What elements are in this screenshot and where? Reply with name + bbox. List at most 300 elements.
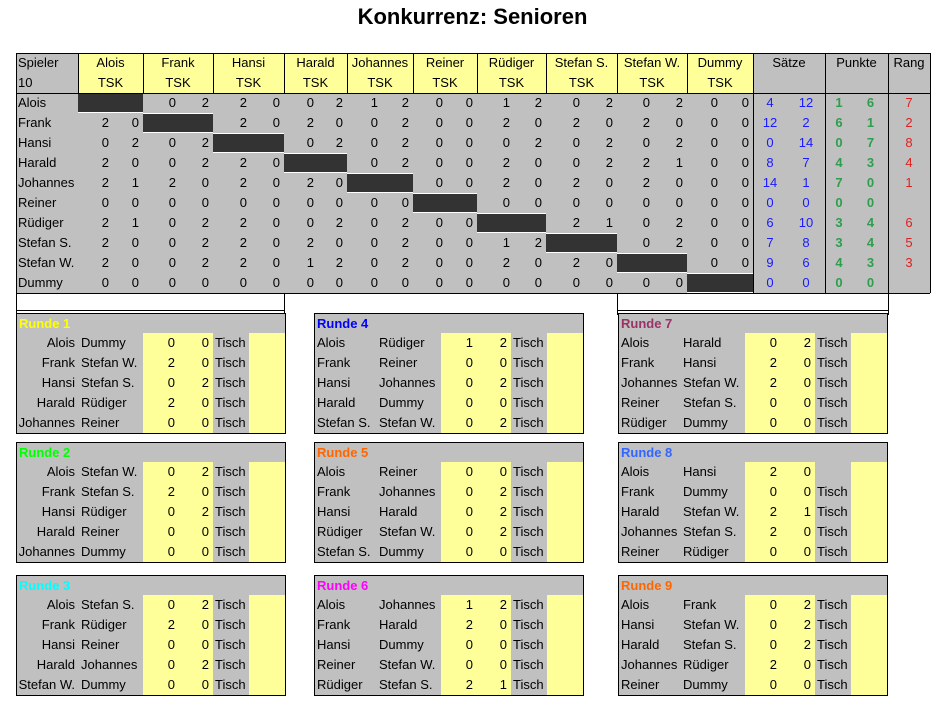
- match-score1[interactable]: 2: [745, 353, 781, 373]
- match-table-input[interactable]: [851, 655, 887, 675]
- match-player1: Johannes: [619, 522, 681, 542]
- rang-header: Rang: [893, 55, 925, 70]
- match-score1[interactable]: 0: [745, 675, 781, 695]
- match-score1[interactable]: 0: [441, 353, 477, 373]
- diagonal-block: [143, 114, 213, 132]
- saetze-won: 0: [766, 135, 774, 150]
- score-own: 2: [101, 115, 109, 130]
- header-player-name: Stefan S.: [546, 53, 617, 73]
- match-score2[interactable]: 2: [781, 333, 815, 353]
- header-player-club: TSK: [78, 73, 143, 93]
- match-score2[interactable]: 2: [781, 595, 815, 615]
- match-score1[interactable]: 0: [745, 413, 781, 433]
- round-title: Runde 9: [619, 576, 887, 595]
- score-opponent: 0: [675, 115, 683, 130]
- match-table-input[interactable]: [851, 482, 887, 502]
- match-player2: Johannes: [377, 482, 441, 502]
- match-table-input[interactable]: [851, 353, 887, 373]
- match-score2[interactable]: 0: [477, 542, 511, 562]
- match-tisch: Tisch: [213, 353, 249, 373]
- score-own: 2: [101, 175, 109, 190]
- score-own: 0: [168, 215, 176, 230]
- match-score1[interactable]: 0: [441, 655, 477, 675]
- match-table-input[interactable]: [547, 655, 583, 675]
- round-title: Runde 8: [619, 443, 887, 462]
- match-score2[interactable]: 0: [477, 462, 511, 482]
- match-table-input[interactable]: [249, 413, 285, 433]
- match-score2[interactable]: 1: [781, 502, 815, 522]
- score-own: 2: [306, 175, 314, 190]
- saetze-won: 0: [766, 195, 774, 210]
- diagonal-block: [413, 194, 477, 212]
- match-score1[interactable]: 1: [441, 333, 477, 353]
- match-table-input[interactable]: [249, 675, 285, 695]
- match-table-input[interactable]: [851, 675, 887, 695]
- score-opponent: 0: [335, 115, 343, 130]
- score-own: 2: [306, 235, 314, 250]
- match-player1: Frank: [619, 482, 681, 502]
- punkte-minus: 7: [866, 135, 875, 150]
- header-player-name: Alois: [78, 53, 143, 73]
- saetze-lost: 10: [798, 215, 814, 230]
- match-score2[interactable]: 1: [477, 675, 511, 695]
- match-score2[interactable]: 2: [179, 502, 213, 522]
- match-score2[interactable]: 2: [179, 462, 213, 482]
- match-score2[interactable]: 0: [781, 373, 815, 393]
- match-table-input[interactable]: [851, 413, 887, 433]
- score-opponent: 1: [675, 155, 683, 170]
- match-score2[interactable]: 0: [477, 615, 511, 635]
- match-player1: Rüdiger: [619, 413, 681, 433]
- match-score1[interactable]: 0: [745, 393, 781, 413]
- match-score1[interactable]: 2: [143, 482, 179, 502]
- match-score2[interactable]: 2: [477, 502, 511, 522]
- match-score2[interactable]: 2: [477, 482, 511, 502]
- score-own: 0: [710, 255, 718, 270]
- score-opponent: 0: [335, 195, 343, 210]
- match-score2[interactable]: 0: [477, 655, 511, 675]
- match-player2: Dummy: [681, 413, 745, 433]
- match-score1[interactable]: 0: [441, 393, 477, 413]
- spieler-label: Spieler: [18, 55, 59, 70]
- match-player2: Stefan S.: [681, 393, 745, 413]
- match-score1[interactable]: 0: [143, 333, 179, 353]
- match-score1[interactable]: 0: [441, 502, 477, 522]
- score-opponent: 2: [335, 255, 343, 270]
- match-score1[interactable]: 0: [745, 615, 781, 635]
- match-player1: Frank: [17, 482, 79, 502]
- match-tisch: Tisch: [213, 615, 249, 635]
- matrix-col-border: [347, 53, 348, 93]
- match-score1[interactable]: 2: [143, 353, 179, 373]
- score-own: 0: [642, 215, 650, 230]
- score-opponent: 0: [605, 175, 613, 190]
- rang-cell: [888, 193, 930, 213]
- score-opponent: 0: [675, 275, 683, 290]
- match-table-input[interactable]: [547, 462, 583, 482]
- match-table-input[interactable]: [547, 502, 583, 522]
- score-own: 0: [502, 195, 510, 210]
- score-opponent: 0: [534, 175, 542, 190]
- score-own: 2: [572, 175, 580, 190]
- match-tisch: Tisch: [213, 462, 249, 482]
- score-opponent: 0: [534, 155, 542, 170]
- saetze-lost: 2: [802, 115, 810, 130]
- matrix-col-border: [413, 53, 414, 93]
- match-table-input[interactable]: [249, 393, 285, 413]
- score-opponent: 0: [534, 255, 542, 270]
- match-score1[interactable]: 1: [441, 595, 477, 615]
- match-table-input[interactable]: [851, 393, 887, 413]
- matrix-col-border: [546, 53, 547, 93]
- punkte-plus: 0: [835, 135, 843, 150]
- diagonal-block: [687, 274, 753, 292]
- match-player2: Frank: [681, 595, 745, 615]
- match-score1[interactable]: 2: [745, 502, 781, 522]
- match-tisch: Tisch: [213, 655, 249, 675]
- score-opponent: 0: [605, 255, 613, 270]
- header-player-name: Frank: [143, 53, 213, 73]
- score-opponent: 0: [335, 235, 343, 250]
- match-score2[interactable]: 2: [179, 373, 213, 393]
- row-player-name: Hansi: [16, 133, 78, 153]
- match-score1[interactable]: 0: [143, 462, 179, 482]
- matrix-top-border: [16, 53, 930, 54]
- match-score1[interactable]: 2: [143, 393, 179, 413]
- match-tisch: Tisch: [213, 482, 249, 502]
- score-own: 2: [306, 115, 314, 130]
- score-own: 2: [239, 255, 247, 270]
- match-table-input[interactable]: [851, 462, 887, 482]
- match-table-input[interactable]: [249, 482, 285, 502]
- saetze-won: 4: [766, 95, 774, 110]
- score-own: 0: [306, 215, 314, 230]
- saetze-won: 12: [762, 115, 778, 130]
- match-score2[interactable]: 2: [477, 333, 511, 353]
- match-score2[interactable]: 2: [781, 615, 815, 635]
- match-table-input[interactable]: [851, 542, 887, 562]
- score-own: 0: [370, 135, 378, 150]
- match-score1[interactable]: 0: [441, 635, 477, 655]
- match-table-input[interactable]: [547, 675, 583, 695]
- score-own: 0: [306, 95, 314, 110]
- punkte-border: [825, 53, 826, 293]
- match-tisch: Tisch: [213, 522, 249, 542]
- match-score2[interactable]: 0: [179, 353, 213, 373]
- match-table-input[interactable]: [249, 373, 285, 393]
- match-table-input[interactable]: [851, 615, 887, 635]
- match-player2: Stefan S.: [79, 482, 143, 502]
- row-player-name: Johannes: [16, 173, 78, 193]
- match-score2[interactable]: 0: [477, 635, 511, 655]
- match-score2[interactable]: 2: [477, 413, 511, 433]
- match-player1: Alois: [619, 462, 681, 482]
- match-tisch: Tisch: [815, 373, 851, 393]
- match-score1[interactable]: 2: [441, 675, 477, 695]
- match-score2[interactable]: 0: [781, 413, 815, 433]
- punkte-minus: 4: [866, 215, 875, 230]
- match-player1: Johannes: [619, 655, 681, 675]
- header-player-club: TSK: [413, 73, 477, 93]
- match-player2: Stefan W.: [79, 353, 143, 373]
- match-score1[interactable]: 0: [441, 413, 477, 433]
- matrix-col-border: [213, 53, 214, 93]
- match-score1[interactable]: 0: [745, 595, 781, 615]
- match-table-input[interactable]: [249, 353, 285, 373]
- match-score2[interactable]: 2: [179, 655, 213, 675]
- score-own: 0: [435, 235, 443, 250]
- match-table-input[interactable]: [851, 502, 887, 522]
- match-table-input[interactable]: [851, 522, 887, 542]
- match-table-input[interactable]: [547, 542, 583, 562]
- score-own: 0: [168, 135, 176, 150]
- score-own: 0: [710, 95, 718, 110]
- matrix-col-border: [617, 53, 618, 93]
- match-score1[interactable]: 0: [441, 482, 477, 502]
- score-own: 0: [435, 135, 443, 150]
- score-own: 0: [710, 215, 718, 230]
- score-own: 0: [642, 135, 650, 150]
- match-table-input[interactable]: [249, 615, 285, 635]
- score-own: 0: [572, 135, 580, 150]
- match-score1[interactable]: 2: [441, 615, 477, 635]
- match-score1[interactable]: 0: [143, 522, 179, 542]
- match-score1[interactable]: 0: [143, 655, 179, 675]
- score-opponent: 0: [272, 235, 280, 250]
- score-own: 2: [239, 235, 247, 250]
- match-table-input[interactable]: [547, 522, 583, 542]
- score-own: 0: [435, 175, 443, 190]
- match-player2: Stefan S.: [681, 522, 745, 542]
- match-score2[interactable]: 0: [781, 482, 815, 502]
- match-player2: Dummy: [79, 542, 143, 562]
- match-player2: Stefan W.: [79, 462, 143, 482]
- saetze-lost: 6: [802, 255, 810, 270]
- match-tisch: Tisch: [815, 522, 851, 542]
- match-table-input[interactable]: [851, 333, 887, 353]
- saetze-won: 9: [766, 255, 774, 270]
- score-opponent: 0: [401, 275, 409, 290]
- match-score2[interactable]: 2: [477, 522, 511, 542]
- match-score2[interactable]: 0: [781, 393, 815, 413]
- match-table-input[interactable]: [547, 635, 583, 655]
- match-table-input[interactable]: [249, 635, 285, 655]
- score-own: 0: [572, 195, 580, 210]
- match-player2: Dummy: [681, 675, 745, 695]
- match-score1[interactable]: 0: [441, 542, 477, 562]
- score-own: 2: [502, 175, 510, 190]
- match-score2[interactable]: 0: [781, 675, 815, 695]
- match-table-input[interactable]: [851, 595, 887, 615]
- score-opponent: 2: [401, 255, 409, 270]
- match-player1: Reiner: [315, 655, 377, 675]
- match-tisch: Tisch: [213, 502, 249, 522]
- match-score2[interactable]: 0: [179, 635, 213, 655]
- match-player1: Hansi: [315, 502, 377, 522]
- match-player1: Hansi: [315, 635, 377, 655]
- score-opponent: 1: [131, 215, 139, 230]
- match-score1[interactable]: 0: [441, 522, 477, 542]
- match-score2[interactable]: 0: [477, 353, 511, 373]
- match-player1: Stefan S.: [315, 542, 377, 562]
- score-opponent: 2: [201, 255, 209, 270]
- score-own: 2: [101, 155, 109, 170]
- match-player1: Frank: [315, 353, 377, 373]
- match-score1[interactable]: 0: [143, 373, 179, 393]
- match-score2[interactable]: 0: [781, 462, 815, 482]
- match-score1[interactable]: 0: [441, 462, 477, 482]
- match-tisch: Tisch: [511, 373, 547, 393]
- score-own: 0: [370, 255, 378, 270]
- page-title: Konkurrenz: Senioren: [357, 4, 588, 29]
- match-score2[interactable]: 2: [477, 373, 511, 393]
- match-score2[interactable]: 0: [781, 353, 815, 373]
- match-table-input[interactable]: [547, 353, 583, 373]
- score-own: 0: [306, 135, 314, 150]
- match-score2[interactable]: 0: [179, 675, 213, 695]
- match-table-input[interactable]: [249, 595, 285, 615]
- header-player-name: Reiner: [413, 53, 477, 73]
- rang-cell: [888, 273, 930, 293]
- match-score1[interactable]: 2: [745, 373, 781, 393]
- rang-cell: 4: [888, 153, 930, 173]
- match-score2[interactable]: 0: [781, 542, 815, 562]
- match-score2[interactable]: 0: [781, 522, 815, 542]
- score-own: 2: [502, 155, 510, 170]
- match-score1[interactable]: 0: [745, 482, 781, 502]
- score-own: 0: [710, 175, 718, 190]
- match-table-input[interactable]: [249, 655, 285, 675]
- match-table-input[interactable]: [851, 635, 887, 655]
- score-own: 0: [168, 195, 176, 210]
- score-opponent: 0: [335, 275, 343, 290]
- match-player2: Stefan W.: [681, 373, 745, 393]
- match-table-input[interactable]: [249, 502, 285, 522]
- match-score2[interactable]: 0: [179, 482, 213, 502]
- match-table-input[interactable]: [547, 373, 583, 393]
- match-score1[interactable]: 0: [143, 675, 179, 695]
- match-table-input[interactable]: [547, 393, 583, 413]
- match-tisch: Tisch: [815, 542, 851, 562]
- saetze-won: 0: [766, 275, 774, 290]
- match-table-input[interactable]: [249, 462, 285, 482]
- score-own: 2: [239, 215, 247, 230]
- score-own: 1: [502, 235, 510, 250]
- match-table-input[interactable]: [547, 333, 583, 353]
- match-tisch: Tisch: [511, 635, 547, 655]
- match-score2[interactable]: 0: [179, 522, 213, 542]
- score-opponent: 0: [741, 215, 749, 230]
- match-score1[interactable]: 2: [143, 615, 179, 635]
- saetze-won: 8: [766, 155, 774, 170]
- match-score1[interactable]: 2: [745, 522, 781, 542]
- match-score2[interactable]: 2: [781, 635, 815, 655]
- match-tisch: Tisch: [815, 635, 851, 655]
- match-score2[interactable]: 2: [477, 595, 511, 615]
- match-score2[interactable]: 2: [179, 595, 213, 615]
- match-score1[interactable]: 0: [745, 635, 781, 655]
- match-score2[interactable]: 0: [179, 615, 213, 635]
- header-player-club: TSK: [546, 73, 617, 93]
- rang-cell: 5: [888, 233, 930, 253]
- round-title: Runde 5: [315, 443, 583, 462]
- match-score1[interactable]: 0: [745, 542, 781, 562]
- saetze-lost: 0: [802, 275, 810, 290]
- score-own: 0: [168, 95, 176, 110]
- score-opponent: 2: [605, 135, 613, 150]
- rang-cell: 3: [888, 253, 930, 273]
- punkte-minus: 1: [866, 115, 875, 130]
- score-opponent: 2: [675, 235, 683, 250]
- punkte-plus: 4: [835, 155, 843, 170]
- score-opponent: 1: [131, 175, 139, 190]
- match-table-input[interactable]: [547, 595, 583, 615]
- match-player2: Dummy: [79, 675, 143, 695]
- matrix-bottom-border: [16, 293, 930, 294]
- match-score2[interactable]: 0: [477, 393, 511, 413]
- punkte-minus: 3: [866, 155, 875, 170]
- match-table-input[interactable]: [249, 522, 285, 542]
- match-score1[interactable]: 0: [143, 542, 179, 562]
- diagonal-block: [213, 134, 284, 152]
- match-tisch: Tisch: [213, 333, 249, 353]
- match-score2[interactable]: 0: [179, 393, 213, 413]
- match-tisch: Tisch: [815, 675, 851, 695]
- match-score2[interactable]: 0: [781, 655, 815, 675]
- match-score1[interactable]: 0: [143, 413, 179, 433]
- match-score1[interactable]: 0: [143, 502, 179, 522]
- saetze-lost: 14: [798, 135, 814, 150]
- player-count: 10: [18, 75, 33, 90]
- match-table-input[interactable]: [547, 482, 583, 502]
- score-opponent: 0: [605, 115, 613, 130]
- matrix-col-border: [143, 53, 144, 93]
- match-player1: Johannes: [17, 413, 79, 433]
- score-opponent: 2: [401, 155, 409, 170]
- match-table-input[interactable]: [249, 333, 285, 353]
- match-score2[interactable]: 0: [179, 333, 213, 353]
- match-score1[interactable]: 0: [143, 595, 179, 615]
- match-score1[interactable]: 0: [143, 635, 179, 655]
- score-opponent: 0: [675, 175, 683, 190]
- match-score1[interactable]: 2: [745, 462, 781, 482]
- match-score1[interactable]: 0: [441, 373, 477, 393]
- match-player1: Harald: [17, 655, 79, 675]
- match-score1[interactable]: 0: [745, 333, 781, 353]
- match-tisch: Tisch: [213, 595, 249, 615]
- match-player2: Rüdiger: [79, 502, 143, 522]
- punkte-minus: 0: [866, 175, 875, 190]
- rang-cell: 7: [888, 93, 930, 113]
- match-table-input[interactable]: [547, 615, 583, 635]
- match-tisch: Tisch: [815, 482, 851, 502]
- match-tisch: Tisch: [815, 502, 851, 522]
- match-table-input[interactable]: [249, 542, 285, 562]
- score-opponent: 2: [605, 155, 613, 170]
- score-own: 0: [642, 235, 650, 250]
- match-score1[interactable]: 2: [745, 655, 781, 675]
- match-table-input[interactable]: [547, 413, 583, 433]
- score-opponent: 2: [401, 235, 409, 250]
- match-player1: Alois: [619, 333, 681, 353]
- match-table-input[interactable]: [851, 373, 887, 393]
- match-score2[interactable]: 0: [179, 542, 213, 562]
- diagonal-block: [284, 154, 347, 172]
- match-player2: Johannes: [377, 595, 441, 615]
- row-player-name: Dummy: [16, 273, 78, 293]
- match-score2[interactable]: 0: [179, 413, 213, 433]
- score-own: 0: [168, 275, 176, 290]
